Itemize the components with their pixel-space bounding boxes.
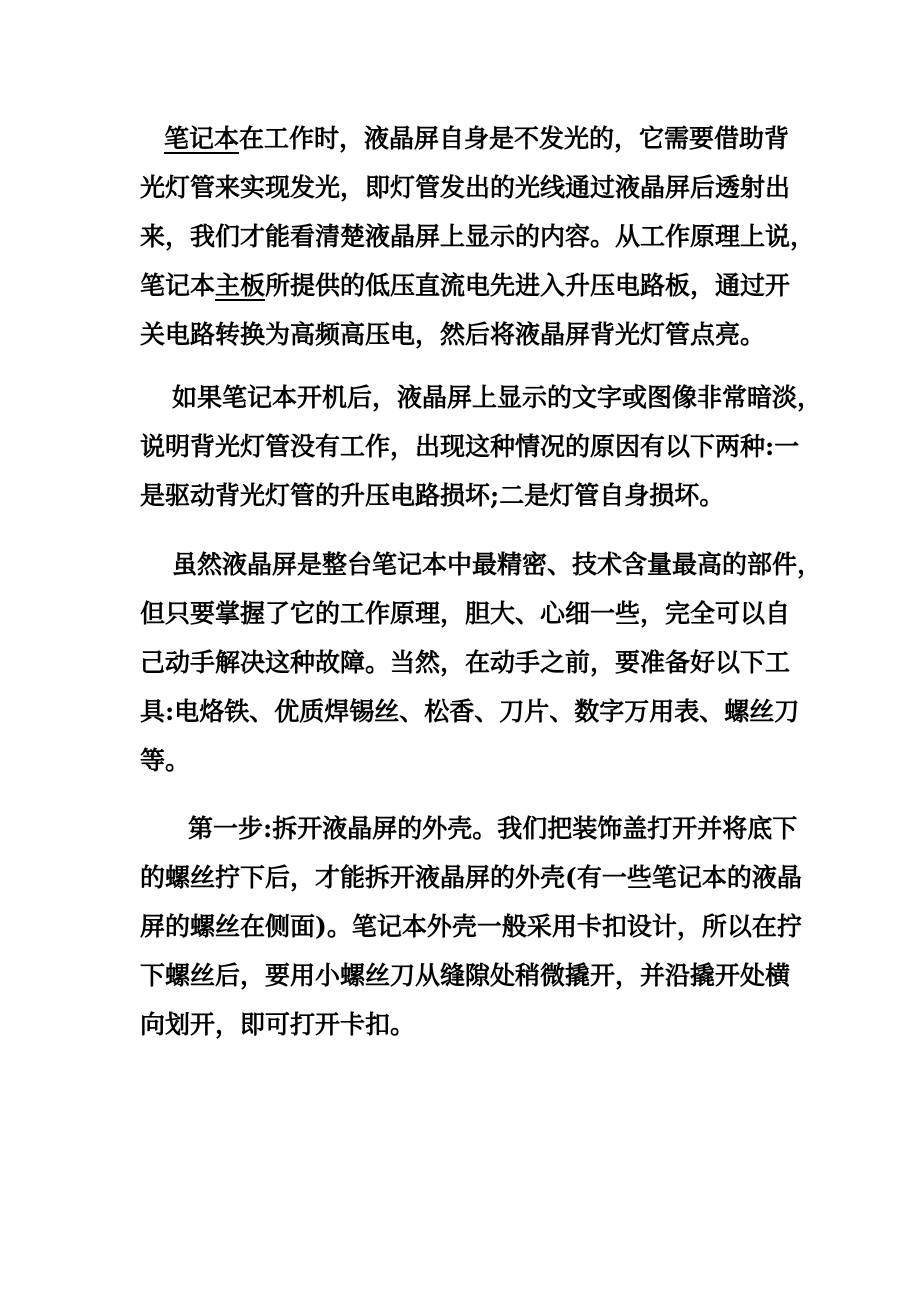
text-segment: 所提供的低压直流电先进入升压电路板，通过开	[265, 271, 791, 300]
text-line: 屏的螺丝在侧面)。笔记本外壳一般采用卡扣设计，所以在拧	[140, 912, 802, 941]
paragraph-backlight-principle	[140, 114, 816, 359]
text-line: 虽然液晶屏是整台笔记本中最精密、技术含量最高的部件，	[172, 550, 823, 579]
text-line: 说明背光灯管没有工作，出现这种情况的原因有以下两种:一	[140, 432, 800, 461]
text-line	[140, 114, 800, 163]
text-line: 关电路转换为高频高压电，然后将液晶屏背光灯管点亮。	[140, 320, 766, 349]
text-line: 来，我们才能看清楚液晶屏上显示的内容。从工作原理上说，	[140, 222, 816, 251]
text-line: 第一步:拆开液晶屏的外壳。我们把装饰盖打开并将底下	[188, 814, 798, 843]
text-line	[140, 261, 800, 310]
link-notebook[interactable]: 笔记本	[164, 124, 240, 153]
text-line: 具:电烙铁、优质焊锡丝、松香、刀片、数字万用表、螺丝刀	[140, 697, 800, 726]
text-line: 是驱动背光灯管的升压电路损坏;二是灯管自身损坏。	[140, 481, 725, 510]
paragraph-step-one	[140, 804, 800, 1049]
text-line: 如果笔记本开机后，液晶屏上显示的文字或图像非常暗淡，	[172, 383, 823, 412]
text-line: 己动手解决这种故障。当然，在动手之前，要准备好以下工	[140, 648, 791, 677]
paragraph-tools	[140, 540, 823, 785]
text-line: 向划开，即可打开卡扣。	[140, 1010, 416, 1039]
text-line: 等。	[140, 746, 191, 775]
paragraph-dim-screen	[140, 373, 823, 520]
text-line: 的螺丝拧下后，才能拆开液晶屏的外壳(有一些笔记本的液晶	[140, 863, 802, 892]
text-segment: 笔记本	[140, 271, 216, 300]
text-line: 下螺丝后，要用小螺丝刀从缝隙处稍微撬开，并沿撬开处横	[140, 961, 791, 990]
link-motherboard[interactable]: 主板	[215, 271, 266, 300]
text-line: 光灯管来实现发光，即灯管发出的光线通过液晶屏后透射出	[140, 173, 791, 202]
text-line: 但只要掌握了它的工作原理，胆大、心细一些，完全可以自	[140, 599, 791, 628]
text-segment: 在工作时，液晶屏自身是不发光的，它需要借助背	[239, 124, 790, 153]
